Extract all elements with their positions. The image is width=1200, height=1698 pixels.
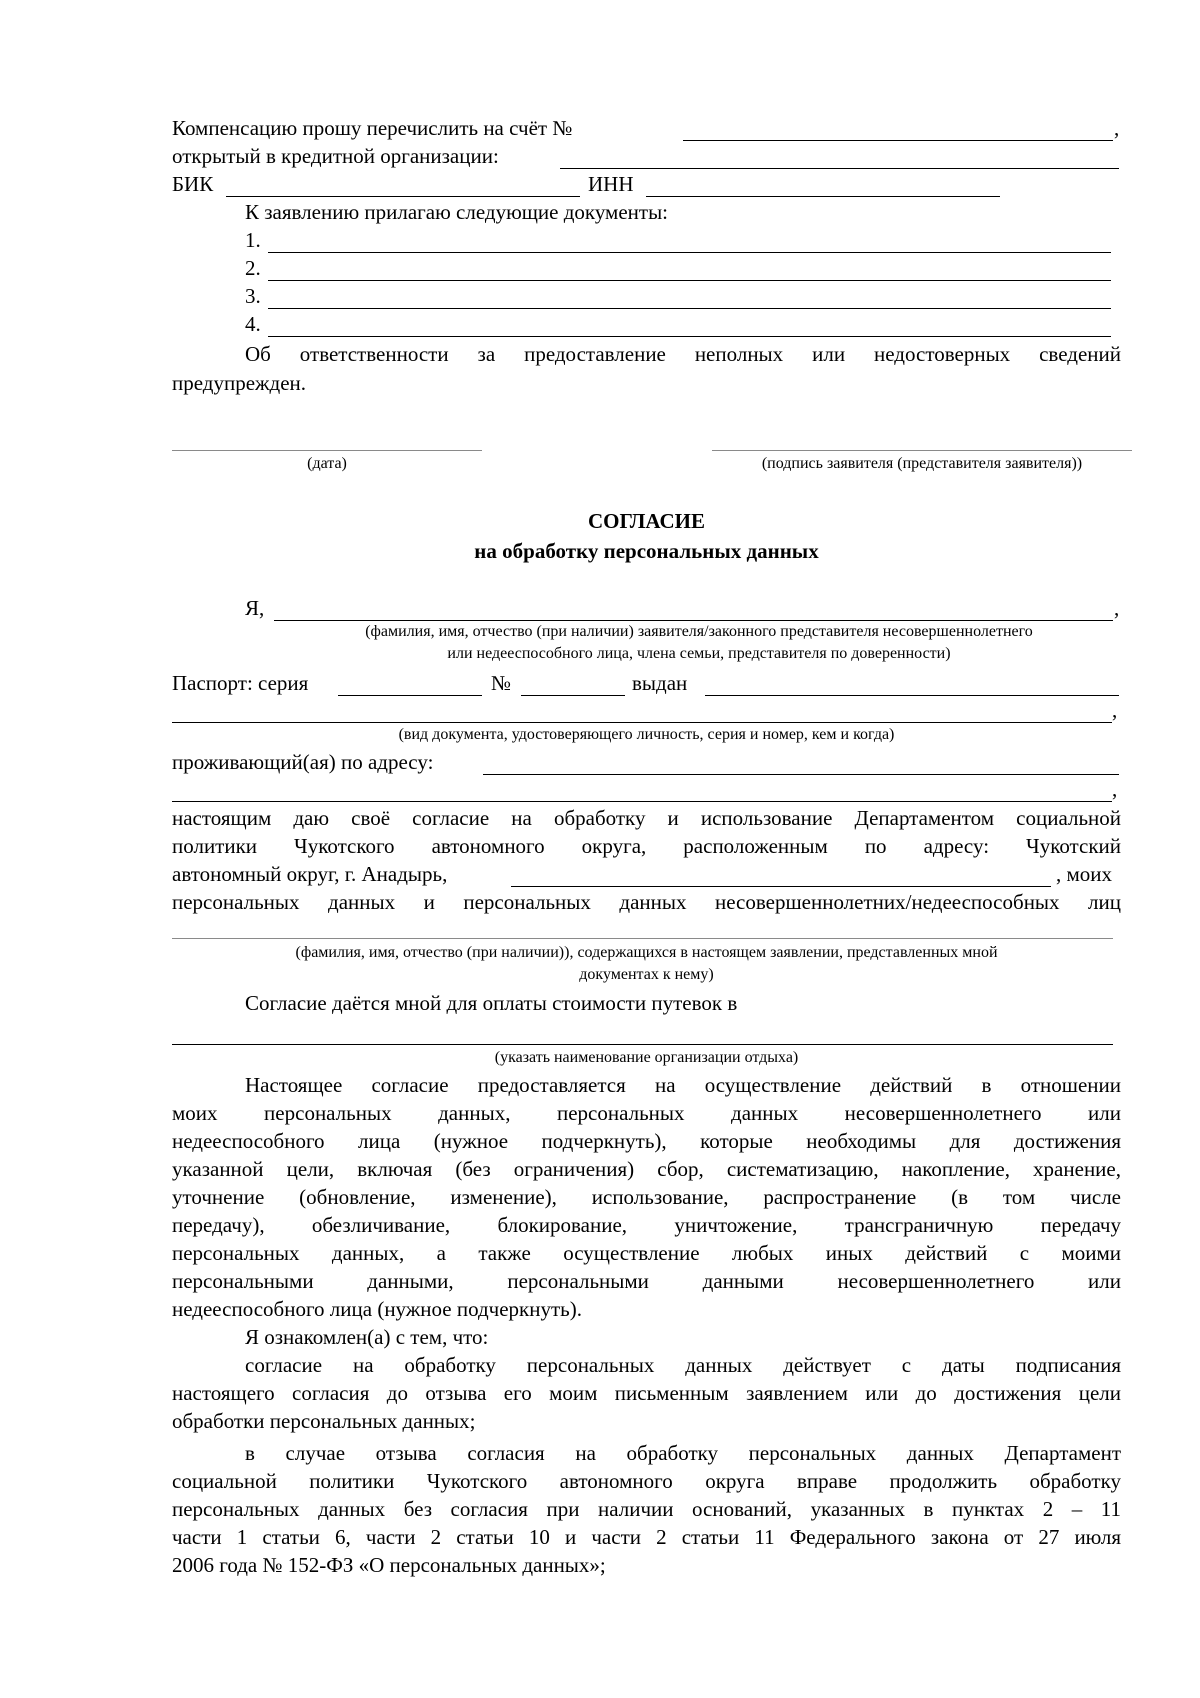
consent-p3-line-3: обработки персональных данных; <box>172 1409 476 1433</box>
consent-p2-line-3: недееспособного лица (нужное подчеркнуть), которые необходимы для достижения <box>172 1129 1121 1153</box>
id-document-caption: (вид документа, удостоверяющего личность, серия и номер, кем и когда) <box>398 726 895 743</box>
warning-line-2: предупрежден. <box>172 371 307 395</box>
passport-number-field[interactable] <box>521 695 625 696</box>
persons-field[interactable] <box>172 938 1113 939</box>
consent-p1-line-2: политики Чукотского автономного округа, расположенным по адресу: Чукотский <box>172 834 1121 858</box>
passport-issued-field[interactable] <box>705 695 1119 696</box>
bank-field[interactable] <box>560 168 1119 169</box>
fio-comma: , <box>1114 596 1120 620</box>
attachment-number-3: 3. <box>245 284 261 308</box>
attachment-number-2: 2. <box>245 256 261 280</box>
fio-caption-2: или недееспособного лица, члена семьи, представителя по доверенности) <box>447 645 951 662</box>
date-caption: (дата) <box>307 455 347 472</box>
warning-line-1: Об ответственности за предоставление неполных или недостоверных сведений <box>245 342 1121 366</box>
account-number-field[interactable] <box>683 140 1113 141</box>
organization-caption: (указать наименование организации отдыха) <box>494 1049 799 1066</box>
persons-caption-2: документах к нему) <box>579 966 714 983</box>
date-field[interactable] <box>172 450 482 451</box>
bank-label: открытый в кредитной организации: <box>172 144 499 168</box>
attachment-field-4[interactable] <box>268 336 1111 337</box>
address-comma: , <box>1112 777 1118 801</box>
consent-subtitle: на обработку персональных данных <box>474 539 819 563</box>
passport-series-label: Паспорт: серия <box>172 671 309 695</box>
persons-caption-1: (фамилия, имя, отчество (при наличии)), содержащихся в настоящем заявлении, представленных мной <box>295 944 998 961</box>
purpose-label: Согласие даётся мной для оплаты стоимости путевок в <box>245 991 738 1015</box>
consent-p1-line-1: настоящим даю своё согласие на обработку и использование Департаментом социальной <box>172 806 1121 830</box>
address-field-1[interactable] <box>483 774 1119 775</box>
attachment-number-4: 4. <box>245 312 261 336</box>
consent-p1-line-4: персональных данных и персональных данных несовершеннолетних/недееспособных лиц <box>172 890 1121 914</box>
account-line-comma: , <box>1114 116 1120 140</box>
consent-p2-line-1: Настоящее согласие предоставляется на осуществление действий в отношении <box>245 1073 1121 1097</box>
department-address-field[interactable] <box>511 886 1051 887</box>
consent-p4-line-3: персональных данных без согласия при наличии оснований, указанных в пунктах 2 – 11 <box>172 1497 1121 1521</box>
consent-p2-line-7: персональных данных, а также осуществление любых иных действий с моими <box>172 1241 1121 1265</box>
passport-series-field[interactable] <box>338 695 482 696</box>
consent-p2-line-9: недееспособного лица (нужное подчеркнуть). <box>172 1297 582 1321</box>
attachment-number-1: 1. <box>245 228 261 252</box>
consent-p2-line-4: указанной цели, включая (без ограничения) сбор, систематизацию, накопление, хранение, <box>172 1157 1121 1181</box>
aware-line: Я ознакомлен(а) с тем, что: <box>245 1325 489 1349</box>
consent-p4-line-1: в случае отзыва согласия на обработку персональных данных Департамент <box>245 1441 1121 1465</box>
consent-p3-line-2: настоящего согласия до отзыва его моим письменным заявлением или до достижения цели <box>172 1381 1121 1405</box>
consent-p4-line-2: социальной политики Чукотского автономного округа вправе продолжить обработку <box>172 1469 1121 1493</box>
i-label: Я, <box>245 596 265 620</box>
consent-p2-line-6: передачу), обезличивание, блокирование, уничтожение, трансграничную передачу <box>172 1213 1121 1237</box>
attachments-intro: К заявлению прилагаю следующие документы: <box>245 200 669 224</box>
consent-p2-line-5: уточнение (обновление, изменение), использование, распространение (в том числе <box>172 1185 1121 1209</box>
fio-caption-1: (фамилия, имя, отчество (при наличии) заявителя/законного представителя несовершеннолетнего <box>365 623 1033 640</box>
consent-p1-line-3a: автономный округ, г. Анадырь, <box>172 862 448 886</box>
bik-label: БИК <box>172 172 214 196</box>
account-line-label: Компенсацию прошу перечислить на счёт № <box>172 116 573 140</box>
id-document-comma: , <box>1112 698 1118 722</box>
attachment-field-1[interactable] <box>268 252 1111 253</box>
organization-field[interactable] <box>172 1044 1113 1045</box>
passport-issued-label: выдан <box>632 671 688 695</box>
signature-caption: (подпись заявителя (представителя заявителя)) <box>761 455 1083 472</box>
id-document-field[interactable] <box>172 722 1112 723</box>
consent-p4-line-4: части 1 статьи 6, части 2 статьи 10 и части 2 статьи 11 Федерального закона от 27 июля <box>172 1525 1121 1549</box>
passport-number-label: № <box>491 671 512 695</box>
consent-p1-line-3b: , моих <box>1056 862 1113 886</box>
consent-p4-line-5: 2006 года № 152-ФЗ «О персональных данных»; <box>172 1553 606 1577</box>
attachment-field-3[interactable] <box>268 308 1111 309</box>
signature-field[interactable] <box>712 450 1132 451</box>
inn-label: ИНН <box>588 172 634 196</box>
bik-field[interactable] <box>226 196 580 197</box>
inn-field[interactable] <box>646 196 1000 197</box>
attachment-field-2[interactable] <box>268 280 1111 281</box>
consent-title: СОГЛАСИЕ <box>588 509 705 533</box>
address-field-2[interactable] <box>172 801 1112 802</box>
consent-p2-line-8: персональными данными, персональными данными несовершеннолетнего или <box>172 1269 1121 1293</box>
consent-p2-line-2: моих персональных данных, персональных данных несовершеннолетнего или <box>172 1101 1121 1125</box>
address-label: проживающий(ая) по адресу: <box>172 750 434 774</box>
consent-p3-line-1: согласие на обработку персональных данных действует с даты подписания <box>245 1353 1121 1377</box>
fio-field[interactable] <box>274 620 1113 621</box>
